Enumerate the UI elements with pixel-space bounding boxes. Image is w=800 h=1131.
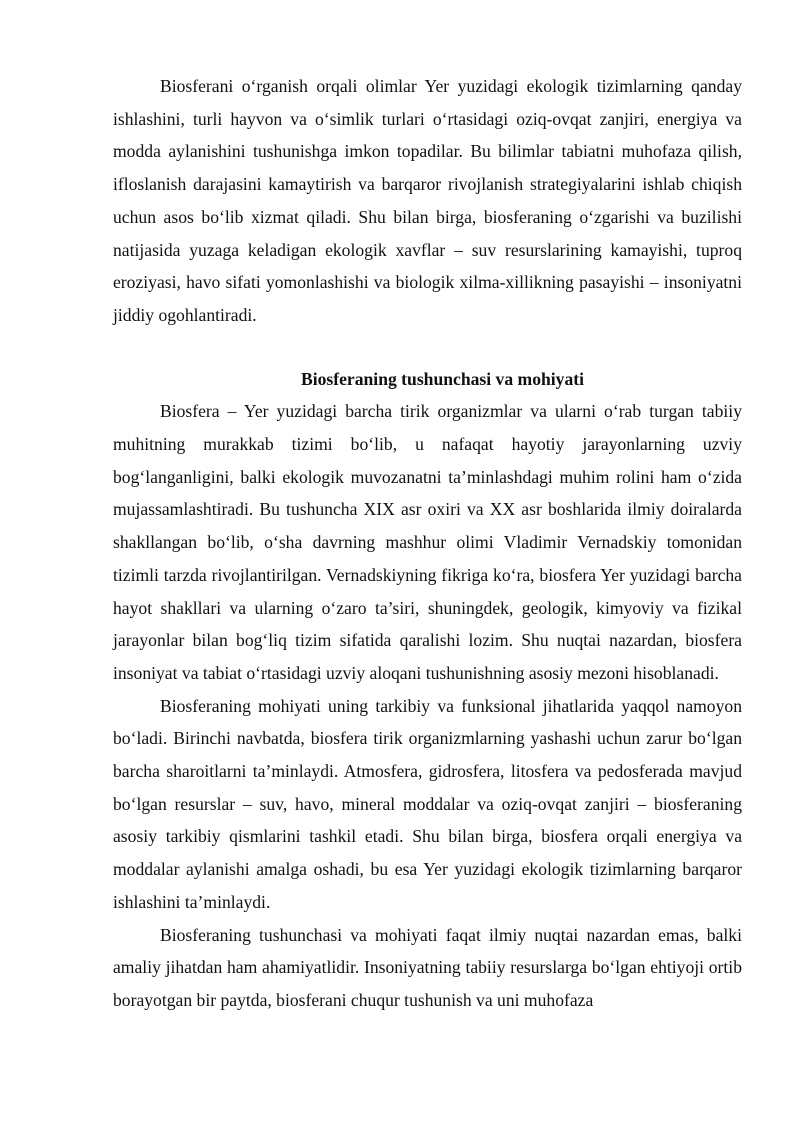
document-body xyxy=(113,70,742,1017)
body-paragraph-1: Biosfera – Yer yuzidagi barcha tirik organizmlar va ularni o‘rab turgan tabiiy muhitning murakkab tizimi bo‘lib, u nafaqat hayotiy jarayonlarning uzviy bog‘langanligini, balki ekologik muvozanatni ta’minlashdagi muhim rolini ham o‘zida mujassamlashtiradi. Bu tushuncha XIX asr oxiri va XX asr boshlarida ilmiy doiralarda shakllangan bo‘lib, o‘sha davrning mashhur olimi Vladimir Vernadskiy tomonidan tizimli tarzda rivojlantirilgan. Vernadskiyning fikriga ko‘ra, biosfera Yer yuzidagi barcha hayot shakllari va ularning o‘zaro ta’siri, shuningdek, geologik, kimyoviy va fizikal jarayonlar bilan bog‘liq tizim sifatida qaralishi lozim. Shu nuqtai nazardan, biosfera insoniyat va tabiat o‘rtasidagi uzviy aloqani tushunishning asosiy mezoni hisoblanadi. xyxy=(113,401,742,683)
section-heading: Biosferaning tushunchasi va mohiyati xyxy=(300,368,585,389)
body-paragraph-3: Biosferaning tushunchasi va mohiyati faqat ilmiy nuqtai nazardan emas, balki amaliy jihatdan ham ahamiyatlidir. Insoniyatning tabiiy resurslarga bo‘lgan ehtiyoji ortib borayotgan bir paytda, biosferani chuqur tushunish va uni muhofaza xyxy=(113,924,742,1010)
intro-paragraph: Biosferani o‘rganish orqali olimlar Yer yuzidagi ekologik tizimlarning qanday ishlashini, turli hayvon va o‘simlik turlari o‘rtasidagi oziq-ovqat zanjiri, energiya va modda aylanishini tushunishga imkon topadilar. Bu bilimlar tabiatni muhofaza qilish, ifloslanish darajasini kamaytirish va barqaror rivojlanish strategiyalarini ishlab chiqish uchun asos bo‘lib xizmat qiladi. Shu bilan birga, biosferaning o‘zgarishi va buzilishi natijasida yuzaga keladigan ekologik xavflar – suv resurslarining kamayishi, tuproq eroziyasi, havo sifati yomonlashishi va biologik xilma-xillikning pasayishi – insoniyatni jiddiy ogohlantiradi. xyxy=(113,76,742,325)
body-paragraph-2: Biosferaning mohiyati uning tarkibiy va funksional jihatlarida yaqqol namoyon bo‘ladi. Birinchi navbatda, biosfera tirik organizmlarning yashashi uchun zarur bo‘lgan barcha sharoitlarni ta’minlaydi. Atmosfera, gidrosfera, litosfera va pedosferada mavjud bo‘lgan resurslar – suv, havo, mineral moddalar va oziq-ovqat zanjiri – biosferaning asosiy tarkibiy qismlarini tashkil etadi. Shu bilan birga, biosfera orqali energiya va moddalar aylanishi amalga oshadi, bu esa Yer yuzidagi ekologik tizimlarning barqaror ishlashini ta’minlaydi. xyxy=(113,695,742,912)
